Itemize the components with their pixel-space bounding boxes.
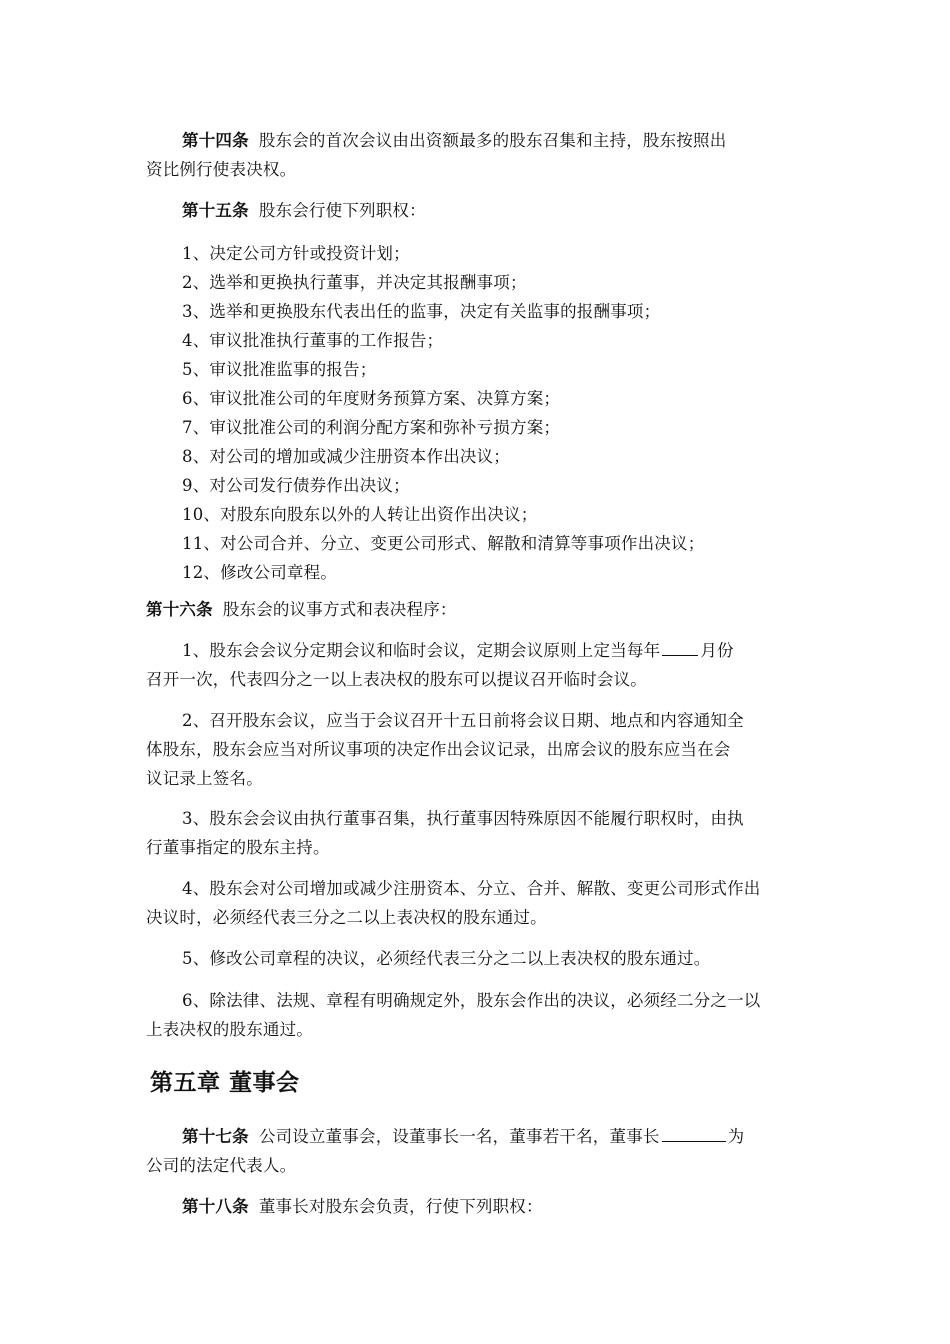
article-label: 第十五条	[182, 201, 249, 220]
paragraph-text: 4、股东会对公司增加或减少注册资本、分立、合并、解散、变更公司形式作出	[182, 879, 761, 898]
article-16-item-6	[146, 986, 806, 1044]
list-item: 10、对股东向股东以外的人转让出资作出决议；	[182, 505, 538, 524]
paragraph-text: 1、股东会会议分定期会议和临时会议，定期会议原则上定当每年	[182, 641, 661, 660]
list-item: 1、决定公司方针或投资计划；	[182, 244, 410, 263]
article-text: 公司设立董事会，设董事长一名，董事若干名，董事长	[258, 1127, 660, 1146]
fill-in-blank[interactable]	[662, 637, 698, 656]
article-label: 第十四条	[182, 131, 249, 150]
article-16-item-3	[146, 804, 806, 862]
article-label: 第十七条	[182, 1127, 249, 1146]
article-text: 股东会的首次会议由出资额最多的股东召集和主持，股东按照出	[258, 131, 727, 150]
paragraph-text: 上表决权的股东通过。	[146, 1020, 313, 1039]
list-item: 4、审议批准执行董事的工作报告；	[182, 331, 444, 350]
paragraph-text: 决议时，必须经代表三分之二以上表决权的股东通过。	[146, 908, 547, 927]
article-text: 公司的法定代表人。	[146, 1156, 297, 1175]
list-item: 3、选举和更换股东代表出任的监事，决定有关监事的报酬事项；	[182, 302, 661, 321]
article-16	[146, 595, 806, 624]
fill-in-blank[interactable]	[662, 1123, 726, 1142]
chapter-heading: 第五章 董事会	[150, 1070, 300, 1096]
article-16-item-4	[146, 874, 806, 932]
article-label: 第十六条	[146, 600, 213, 619]
list-item: 8、对公司的增加或减少注册资本作出决议；	[182, 447, 510, 466]
paragraph-text: 2、召开股东会议，应当于会议召开十五日前将会议日期、地点和内容通知全	[182, 711, 744, 730]
paragraph-text: 月份	[700, 641, 734, 660]
list-item: 2、选举和更换执行董事，并决定其报酬事项；	[182, 273, 527, 292]
paragraph-text: 行董事指定的股东主持。	[146, 838, 330, 857]
article-17	[146, 1122, 806, 1180]
list-item: 5、审议批准监事的报告；	[182, 360, 377, 379]
article-15	[146, 196, 806, 225]
article-14	[146, 126, 806, 184]
article-text: 资比例行使表决权。	[146, 160, 297, 179]
list-item: 11、对公司合并、分立、变更公司形式、解散和清算等事项作出决议；	[182, 534, 705, 553]
article-16-item-1	[146, 636, 806, 694]
paragraph-text: 体股东，股东会应当对所议事项的决定作出会议记录，出席会议的股东应当在会	[146, 740, 731, 759]
article-18	[146, 1192, 806, 1221]
paragraph-text: 5、修改公司章程的决议，必须经代表三分之二以上表决权的股东通过。	[182, 949, 711, 968]
article-16-item-5	[146, 944, 806, 973]
paragraph-text: 召开一次，代表四分之一以上表决权的股东可以提议召开临时会议。	[146, 670, 647, 689]
article-label: 第十八条	[182, 1197, 249, 1216]
article-intro: 股东会的议事方式和表决程序：	[222, 600, 457, 619]
article-15-list	[146, 239, 806, 587]
list-item: 6、审议批准公司的年度财务预算方案、决算方案；	[182, 389, 561, 408]
paragraph-text: 3、股东会会议由执行董事召集，执行董事因特殊原因不能履行职权时，由执	[182, 809, 744, 828]
article-intro: 股东会行使下列职权：	[258, 201, 426, 220]
paragraph-text: 议记录上签名。	[146, 769, 263, 788]
list-item: 12、修改公司章程。	[182, 563, 337, 582]
list-item: 7、审议批准公司的利润分配方案和弥补亏损方案；	[182, 418, 561, 437]
article-intro: 董事长对股东会负责，行使下列职权：	[258, 1197, 543, 1216]
article-16-item-2	[146, 706, 806, 793]
paragraph-text: 6、除法律、法规、章程有明确规定外，股东会作出的决议，必须经二分之一以	[182, 991, 761, 1010]
article-text: 为	[727, 1127, 745, 1146]
list-item: 9、对公司发行债券作出决议；	[182, 476, 410, 495]
